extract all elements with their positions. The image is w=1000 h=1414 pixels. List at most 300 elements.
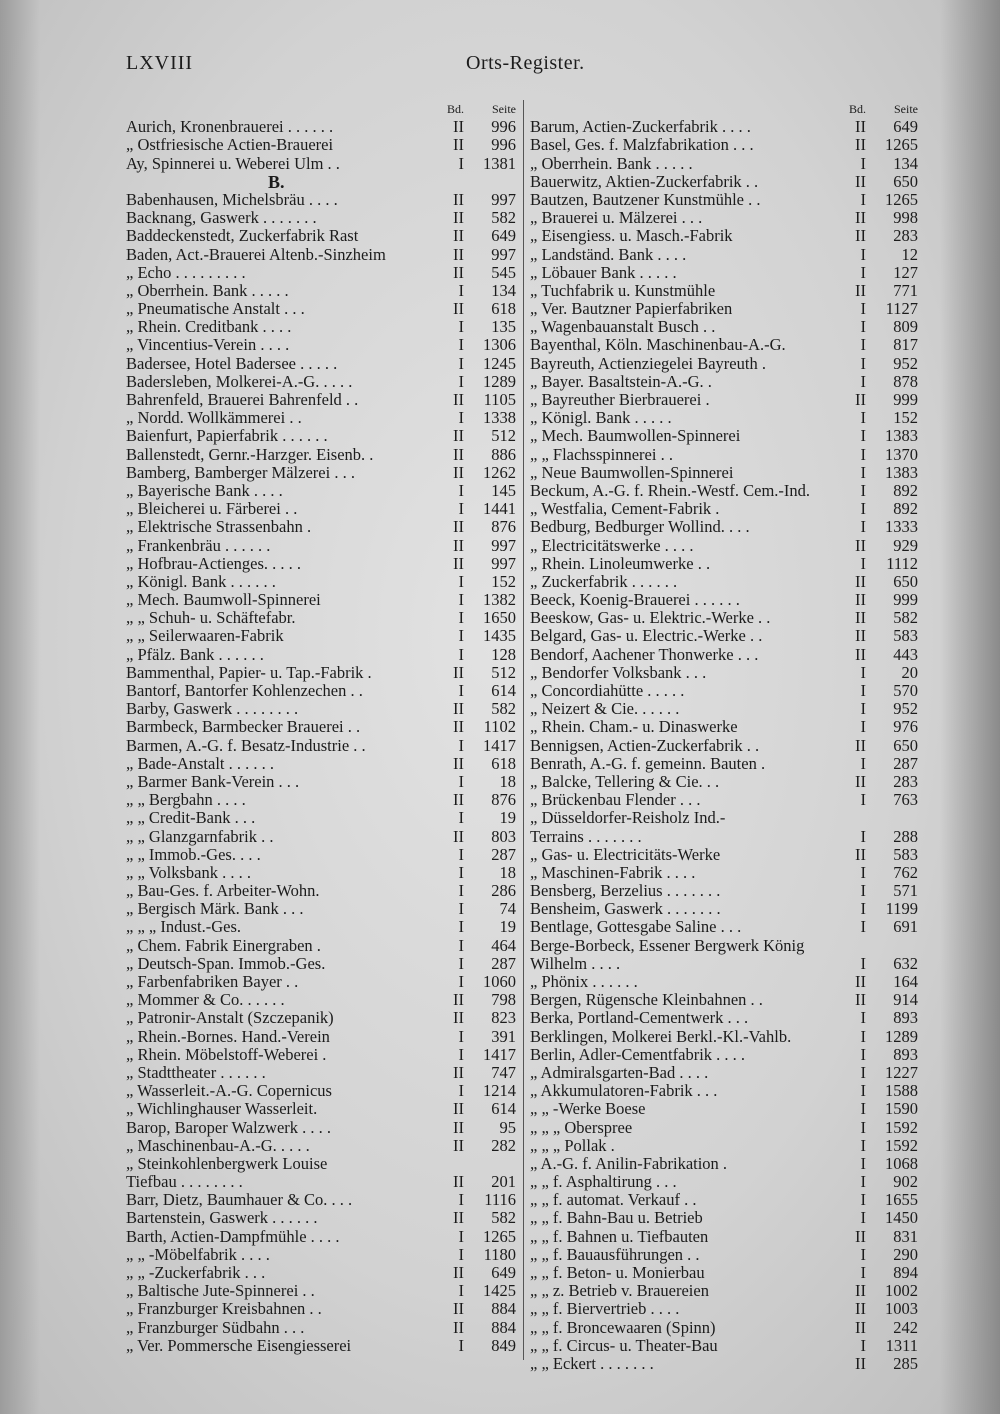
entry-volume: I	[860, 189, 866, 209]
entry-volume: I	[458, 626, 464, 646]
entry-volume: I	[860, 1208, 866, 1228]
entry-label: „ Baltische Jute-Spinnerei . .	[126, 1281, 315, 1301]
register-entry	[126, 1209, 518, 1227]
entry-page: 19	[499, 808, 516, 828]
entry-volume: II	[453, 426, 464, 446]
column-head	[126, 100, 518, 118]
entry-label: „ „ f. Bahn-Bau u. Betrieb	[530, 1208, 703, 1228]
register-entry	[530, 537, 920, 555]
entry-page: 1116	[484, 1190, 516, 1210]
register-entry	[126, 646, 518, 664]
entry-label: Bendorf, Aachener Thonwerke . . .	[530, 644, 759, 664]
entry-page: 650	[893, 735, 918, 755]
register-entry	[530, 1209, 920, 1227]
register-entry	[530, 1264, 920, 1282]
entry-label: „ Düsseldorfer-Reisholz Ind.-	[530, 808, 726, 828]
register-entry	[530, 409, 920, 427]
entry-volume: I	[860, 862, 866, 882]
entry-volume: I	[860, 517, 866, 537]
entry-volume: I	[860, 1099, 866, 1119]
entry-volume: II	[453, 1117, 464, 1137]
entry-label: Baddeckenstedt, Zuckerfabrik Rast	[126, 226, 359, 246]
entry-label: „ Oberrhein. Bank . . . . .	[126, 280, 289, 300]
entry-volume: I	[458, 353, 464, 373]
entry-page: 127	[893, 262, 918, 282]
register-entry	[126, 427, 518, 445]
entry-label: „ „ f. automat. Verkauf . .	[530, 1190, 697, 1210]
entry-label: Barop, Baroper Walzwerk . . . .	[126, 1117, 332, 1137]
register-entry	[530, 300, 920, 318]
entry-label: „ „ Credit-Bank . . .	[126, 808, 256, 828]
entry-label: „ Rhein. Möbelstoff-Weberei .	[126, 1044, 327, 1064]
entry-volume: I	[458, 1081, 464, 1101]
entry-volume: II	[453, 208, 464, 228]
register-entry	[530, 209, 920, 227]
entry-volume: II	[453, 662, 464, 682]
register-entry	[126, 918, 518, 936]
entry-page: 1068	[885, 1153, 918, 1173]
entry-page: 12	[901, 244, 918, 264]
register-entry	[530, 682, 920, 700]
entry-volume: II	[453, 244, 464, 264]
entry-label: „ Westfalia, Cement-Fabrik .	[530, 499, 720, 519]
register-entry	[530, 991, 920, 1009]
entry-label: Bennigsen, Actien-Zuckerfabrik . .	[530, 735, 760, 755]
entry-page: 152	[491, 571, 516, 591]
entry-label: „ „ f. Asphaltirung . . .	[530, 1172, 677, 1192]
register-entry	[126, 682, 518, 700]
entry-page: 999	[893, 590, 918, 610]
register-entry	[126, 409, 518, 427]
entry-label: „ „ Seilerwaaren-Fabrik	[126, 626, 284, 646]
entry-volume: II	[855, 608, 866, 628]
register-entry	[126, 300, 518, 318]
entry-volume: I	[860, 953, 866, 973]
register-entry	[126, 1100, 518, 1118]
entry-volume: I	[458, 1226, 464, 1246]
entry-label: „ Mech. Baumwoll-Spinnerei	[126, 590, 321, 610]
entry-volume: II	[855, 990, 866, 1010]
entry-page: 282	[491, 1135, 516, 1155]
entry-volume: I	[860, 681, 866, 700]
register-entry	[126, 373, 518, 391]
register-entry	[126, 391, 518, 409]
entry-volume: I	[860, 408, 866, 428]
entry-label: Bammenthal, Papier- u. Tap.-Fabrik .	[126, 662, 372, 682]
entry-page: 929	[893, 535, 918, 555]
register-entry	[530, 700, 920, 718]
entry-label: „ Bleicherei u. Färberei . .	[126, 499, 298, 519]
register-entry	[126, 1009, 518, 1027]
entry-page: 1002	[885, 1281, 918, 1301]
entry-page: 886	[491, 444, 516, 464]
entry-volume: II	[453, 1263, 464, 1282]
entry-volume: II	[453, 826, 464, 846]
register-entry	[126, 246, 518, 264]
entry-page: 614	[491, 681, 516, 700]
register-entry	[530, 1082, 920, 1100]
entry-volume: II	[855, 735, 866, 755]
entry-label: „ „ Volksbank . . . .	[126, 862, 251, 882]
register-entry	[530, 1028, 920, 1046]
entry-page: 952	[893, 353, 918, 373]
entry-label: Bautzen, Bautzener Kunstmühle . .	[530, 189, 761, 209]
entry-page: 1417	[483, 735, 516, 755]
entry-volume: I	[860, 790, 866, 810]
entry-volume: I	[860, 753, 866, 773]
entry-label: „ Tuchfabrik u. Kunstmühle	[530, 280, 716, 300]
entry-volume: II	[453, 1008, 464, 1028]
register-entry	[126, 991, 518, 1009]
register-entry	[126, 791, 518, 809]
entry-page: 849	[491, 1335, 516, 1355]
entry-volume: I	[860, 153, 866, 173]
entry-volume: II	[855, 1317, 866, 1337]
entry-label: „ Wichlinghauser Wasserleit.	[126, 1099, 318, 1119]
page-heading: Seite	[492, 102, 516, 116]
entry-volume: I	[458, 881, 464, 901]
entry-volume: II	[855, 280, 866, 300]
entry-page: 95	[499, 1117, 516, 1137]
entry-page: 902	[893, 1172, 918, 1192]
entry-label: „ „ Bergbahn . . . .	[126, 790, 246, 810]
entry-label: Bedburg, Bedburger Wollind. . . .	[530, 517, 750, 537]
entry-page: 747	[491, 1062, 516, 1082]
entry-page: 1245	[483, 353, 516, 373]
entry-label: Bayenthal, Köln. Maschinenbau-A.-G.	[530, 335, 786, 355]
entry-label: Beckum, A.-G. f. Rhein.-Westf. Cem.-Ind.	[530, 480, 811, 500]
entry-page: 1127	[885, 299, 918, 319]
register-entry	[530, 500, 920, 518]
entry-label: Terrains . . . . . . .	[530, 826, 642, 846]
register-entry	[530, 227, 920, 245]
entry-volume: I	[860, 899, 866, 919]
register-entry	[530, 555, 920, 573]
entry-volume: I	[860, 1008, 866, 1028]
entry-page: 1417	[483, 1044, 516, 1064]
register-entry	[530, 955, 920, 973]
entry-page: 583	[893, 844, 918, 864]
entry-label: Barth, Actien-Dampfmühle . . . .	[126, 1226, 340, 1246]
entry-volume: I	[860, 1335, 866, 1355]
entry-page: 288	[893, 826, 918, 846]
register-entry	[530, 1064, 920, 1082]
entry-page: 570	[893, 681, 918, 700]
entry-label: „ Admiralsgarten-Bad . . . .	[530, 1062, 709, 1082]
entry-label: Berklingen, Molkerei Berkl.-Kl.-Vahlb.	[530, 1026, 792, 1046]
volume-heading: Bd.	[848, 102, 866, 116]
page-title: Orts-Register.	[466, 52, 585, 74]
entry-label: „ Franzburger Südbahn . . .	[126, 1317, 305, 1337]
section-letter: B.	[268, 171, 285, 192]
entry-volume: II	[453, 262, 464, 282]
register-entry	[126, 591, 518, 609]
entry-page: 632	[893, 953, 918, 973]
entry-volume: I	[458, 1044, 464, 1064]
entry-volume: II	[453, 189, 464, 209]
entry-page: 999	[893, 390, 918, 409]
entry-label: „ „ Glanzgarnfabrik . .	[126, 826, 274, 846]
entry-label: Aurich, Kronenbrauerei . . . . . .	[126, 117, 334, 137]
entry-volume: II	[453, 1317, 464, 1337]
entry-page: 952	[893, 699, 918, 719]
entry-volume: I	[458, 917, 464, 937]
entry-page: 1199	[885, 899, 918, 919]
entry-label: Baienfurt, Papierfabrik . . . . . .	[126, 426, 328, 446]
register-entry	[530, 1355, 920, 1373]
entry-label: „ Brauerei u. Mälzerei . . .	[530, 208, 703, 228]
entry-volume: I	[458, 1335, 464, 1355]
entry-page: 892	[893, 499, 918, 519]
register-entry	[126, 1082, 518, 1100]
entry-volume: I	[458, 735, 464, 755]
entry-page: 691	[893, 917, 918, 937]
page-heading: Seite	[894, 102, 918, 116]
entry-label: „ Barmer Bank-Verein . . .	[126, 771, 300, 791]
register-entry	[530, 864, 920, 882]
register-entry	[530, 809, 920, 827]
entry-label: Badersleben, Molkerei-A.-G. . . . .	[126, 371, 353, 391]
entry-page: 1588	[885, 1081, 918, 1101]
entry-page: 582	[491, 1208, 516, 1228]
entry-label: „ „ f. Bauausführungen . .	[530, 1244, 700, 1264]
entry-page: 614	[491, 1099, 516, 1119]
entry-label: „ Franzburger Kreisbahnen . .	[126, 1299, 322, 1319]
register-entry	[530, 1046, 920, 1064]
entry-label: Bensheim, Gaswerk . . . . . . .	[530, 899, 721, 919]
entry-page: 287	[893, 753, 918, 773]
entry-page: 1450	[885, 1208, 918, 1228]
entry-volume: I	[860, 299, 866, 319]
register-entry	[126, 737, 518, 755]
entry-page: 283	[893, 226, 918, 246]
entry-page: 1590	[885, 1099, 918, 1119]
register-entry	[126, 518, 518, 536]
entry-page: 884	[491, 1317, 516, 1337]
entry-volume: II	[855, 1299, 866, 1319]
entry-volume: I	[458, 335, 464, 355]
entry-volume: I	[860, 1081, 866, 1101]
entry-page: 1650	[483, 608, 516, 628]
section-heading	[126, 173, 518, 191]
entry-label: Bauerwitz, Aktien-Zuckerfabrik . .	[530, 171, 759, 191]
register-entry	[530, 246, 920, 264]
entry-volume: I	[458, 935, 464, 955]
entry-volume: II	[855, 771, 866, 791]
register-entry	[126, 1137, 518, 1155]
register-entry	[530, 155, 920, 173]
entry-volume: I	[458, 153, 464, 173]
entry-volume: I	[860, 480, 866, 500]
entry-volume: I	[860, 353, 866, 373]
entry-page: 798	[491, 990, 516, 1010]
entry-page: 135	[491, 317, 516, 337]
register-entry	[530, 918, 920, 936]
register-entry	[126, 1300, 518, 1318]
entry-page: 650	[893, 571, 918, 591]
entry-page: 74	[499, 899, 516, 919]
entry-page: 1105	[483, 390, 516, 409]
entry-volume: II	[453, 990, 464, 1010]
entry-volume: I	[458, 771, 464, 791]
register-entry	[126, 191, 518, 209]
entry-volume: II	[855, 1353, 866, 1373]
register-entry	[126, 773, 518, 791]
register-entry	[530, 755, 920, 773]
entry-label: „ Rhein. Creditbank . . . .	[126, 317, 292, 337]
register-entry	[530, 591, 920, 609]
entry-label: „ Bergisch Märk. Bank . . .	[126, 899, 304, 919]
register-entry	[126, 1119, 518, 1137]
entry-label: Barr, Dietz, Baumhauer & Co. . . .	[126, 1190, 353, 1210]
entry-page: 893	[893, 1008, 918, 1028]
entry-volume: II	[453, 553, 464, 573]
register-entry	[530, 627, 920, 645]
register-entry	[530, 373, 920, 391]
entry-page: 1381	[483, 153, 516, 173]
entry-page: 512	[491, 662, 516, 682]
entry-label: „ Mech. Baumwollen-Spinnerei	[530, 426, 741, 446]
entry-page: 1592	[885, 1135, 918, 1155]
register-entry	[530, 609, 920, 627]
entry-page: 134	[893, 153, 918, 173]
entry-page: 545	[491, 262, 516, 282]
register-entry	[126, 828, 518, 846]
entry-page: 1425	[483, 1281, 516, 1301]
entry-label: „ Königl. Bank . . . . . .	[126, 571, 276, 591]
entry-label: „ Landständ. Bank . . . .	[530, 244, 687, 264]
entry-page: 286	[491, 881, 516, 901]
entry-volume: II	[855, 626, 866, 646]
entry-volume: II	[453, 753, 464, 773]
register-entry	[126, 537, 518, 555]
entry-volume: II	[453, 699, 464, 719]
entry-label: „ „ -Möbelfabrik . . . .	[126, 1244, 270, 1264]
entry-page: 201	[491, 1172, 516, 1192]
entry-label: Belgard, Gas- u. Electric.-Werke . .	[530, 626, 763, 646]
entry-volume: II	[855, 135, 866, 155]
entry-page: 763	[893, 790, 918, 810]
entry-label: „ Bayer. Basaltstein-A.-G. .	[530, 371, 712, 391]
register-entry	[530, 973, 920, 991]
register-entry	[126, 1337, 518, 1355]
entry-label: „ Ostfriesische Actien-Brauerei	[126, 135, 334, 155]
entry-page: 464	[491, 935, 516, 955]
entry-label: „ Chem. Fabrik Einergraben .	[126, 935, 321, 955]
entry-page: 976	[893, 717, 918, 737]
entry-label: Bahrenfeld, Brauerei Bahrenfeld . .	[126, 390, 359, 409]
entry-label: „ „ f. Beton- u. Monierbau	[530, 1263, 705, 1282]
entry-page: 285	[893, 1353, 918, 1373]
entry-page: 996	[491, 117, 516, 137]
entry-label: Berlin, Adler-Cementfabrik . . . .	[530, 1044, 746, 1064]
entry-volume: I	[860, 1117, 866, 1137]
entry-volume: I	[860, 244, 866, 264]
entry-label: „ Elektrische Strassenbahn .	[126, 517, 312, 537]
entry-volume: II	[855, 644, 866, 664]
register-entry	[530, 737, 920, 755]
register-entry	[126, 1046, 518, 1064]
entry-volume: I	[860, 826, 866, 846]
entry-label: „ Echo . . . . . . . . .	[126, 262, 246, 282]
entry-page: 1289	[483, 371, 516, 391]
entry-label: „ Maschinenbau-A.-G. . . . .	[126, 1135, 310, 1155]
register-entry	[126, 1155, 518, 1173]
entry-label: „ Neizert & Cie. . . . . .	[530, 699, 680, 719]
register-entry	[530, 518, 920, 536]
entry-label: Barum, Actien-Zuckerfabrik . . . .	[530, 117, 751, 137]
register-entry	[530, 1173, 920, 1191]
entry-label: „ Pneumatische Anstalt . . .	[126, 299, 305, 319]
entry-page: 878	[893, 371, 918, 391]
entry-page: 582	[893, 608, 918, 628]
entry-label: Berka, Portland-Cementwerk . . .	[530, 1008, 749, 1028]
entry-volume: I	[860, 717, 866, 737]
entry-label: „ Eisengiess. u. Masch.-Fabrik	[530, 226, 733, 246]
entry-page: 823	[491, 1008, 516, 1028]
entry-label: Basel, Ges. f. Malzfabrikation . . .	[530, 135, 754, 155]
entry-label: Bergen, Rügensche Kleinbahnen . .	[530, 990, 763, 1010]
register-entry	[126, 282, 518, 300]
entry-page: 771	[893, 280, 918, 300]
entry-label: „ Bendorfer Volksbank . . .	[530, 662, 707, 682]
entry-page: 996	[491, 135, 516, 155]
register-entry	[530, 664, 920, 682]
entry-volume: I	[860, 317, 866, 337]
entry-label: „ „ f. Circus- u. Theater-Bau	[530, 1335, 718, 1355]
register-entry	[530, 1337, 920, 1355]
register-entry	[126, 446, 518, 464]
entry-volume: I	[860, 699, 866, 719]
entry-volume: I	[458, 1190, 464, 1210]
entry-label: Barby, Gaswerk . . . . . . . .	[126, 699, 299, 719]
register-entry	[126, 1173, 518, 1191]
register-entry	[530, 1100, 920, 1118]
entry-volume: I	[860, 917, 866, 937]
entry-label: „ „ Eckert . . . . . . .	[530, 1353, 654, 1373]
entry-label: „ Deutsch-Span. Immob.-Ges.	[126, 953, 326, 973]
entry-label: „ Zuckerfabrik . . . . . .	[530, 571, 678, 591]
entry-volume: II	[453, 299, 464, 319]
entry-volume: II	[453, 117, 464, 137]
entry-page: 242	[893, 1317, 918, 1337]
entry-page: 128	[491, 644, 516, 664]
entry-page: 876	[491, 517, 516, 537]
entry-label: „ Wasserleit.-A.-G. Copernicus	[126, 1081, 332, 1101]
entry-volume: I	[458, 317, 464, 337]
entry-page: 583	[893, 626, 918, 646]
entry-volume: II	[855, 117, 866, 137]
entry-label: „ „ Flachsspinnerei . .	[530, 444, 673, 464]
entry-page: 884	[491, 1299, 516, 1319]
entry-page: 164	[893, 972, 918, 991]
register-entry	[126, 755, 518, 773]
register-entry	[126, 1064, 518, 1082]
entry-volume: I	[458, 899, 464, 919]
entry-label: „ Phönix . . . . . .	[530, 972, 638, 991]
entry-label: Ay, Spinnerei u. Weberei Ulm . .	[126, 153, 340, 173]
entry-volume: II	[855, 571, 866, 591]
entry-volume: I	[860, 335, 866, 355]
register-entry	[530, 718, 920, 736]
entry-label: „ Ver. Pommersche Eisengiesserei	[126, 1335, 352, 1355]
entry-label: „ Gas- u. Electricitäts-Werke	[530, 844, 721, 864]
entry-page: 19	[499, 917, 516, 937]
entry-page: 20	[901, 662, 918, 682]
entry-volume: II	[855, 535, 866, 555]
register-entry	[530, 773, 920, 791]
entry-page: 1060	[483, 972, 516, 991]
